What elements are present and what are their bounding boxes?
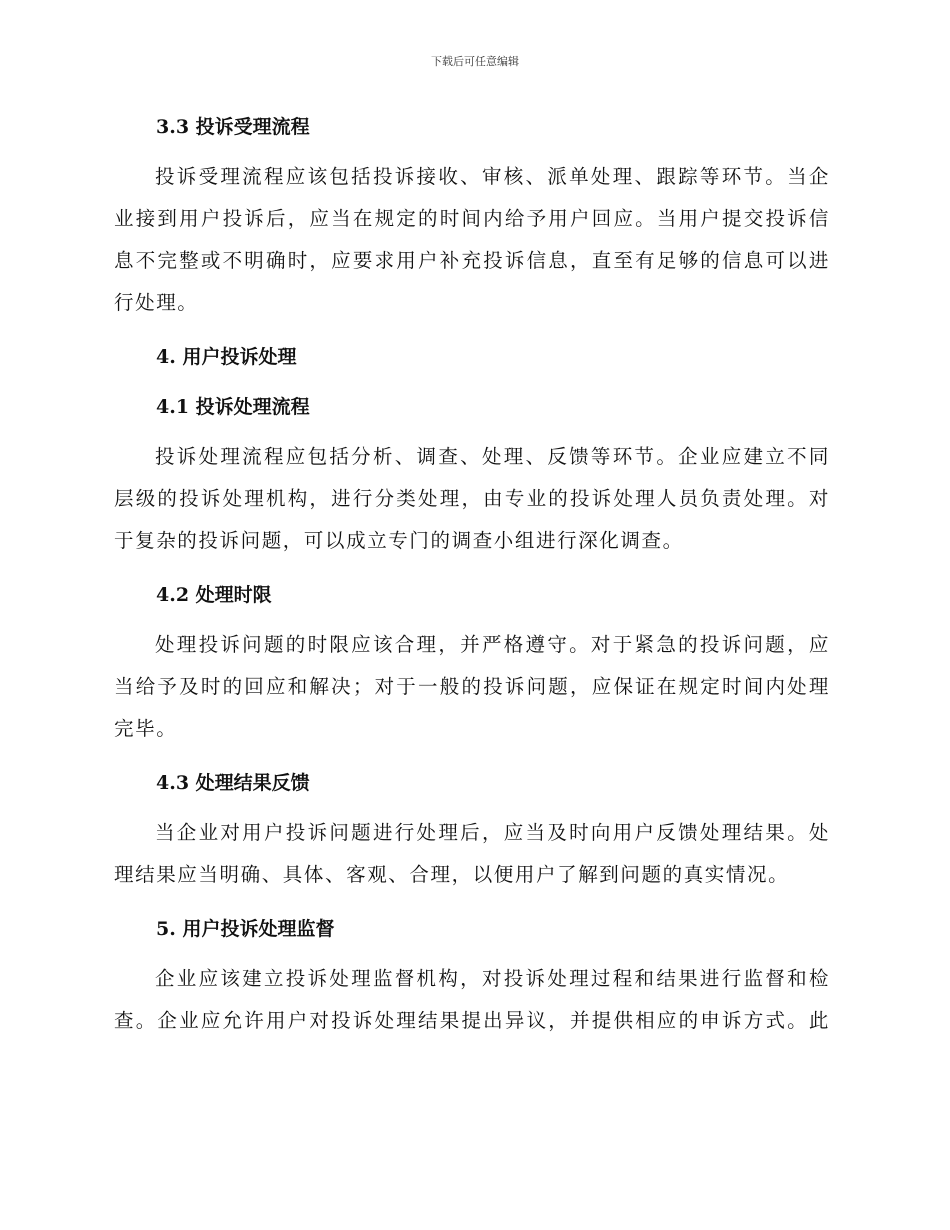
paragraph-line: 查。企业应允许用户对投诉处理结果提出异议，并提供相应的申诉方式。此	[114, 1009, 830, 1032]
paragraph-supervision	[114, 958, 830, 1042]
section-heading-3-3: 3.3 投诉受理流程	[156, 116, 310, 138]
paragraph-line: 完毕。	[114, 717, 178, 740]
section-heading-4-1: 4.1 投诉处理流程	[156, 396, 310, 418]
paragraph-line: 企业应该建立投诉处理监督机构，对投诉处理过程和结果进行监督和检	[155, 967, 830, 990]
section-heading-4-2: 4.2 处理时限	[156, 584, 272, 606]
paragraph-result-feedback	[114, 812, 830, 896]
paragraph-line: 息不完整或不明确时，应要求用户补充投诉信息，直至有足够的信息可以进	[114, 249, 830, 272]
paragraph-line: 业接到用户投诉后，应当在规定的时间内给予用户回应。当用户提交投诉信	[114, 207, 830, 230]
paragraph-line: 投诉处理流程应包括分析、调查、处理、反馈等环节。企业应建立不同	[155, 445, 830, 468]
paragraph-line: 理结果应当明确、具体、客观、合理，以便用户了解到问题的真实情况。	[114, 863, 790, 886]
section-heading-4: 4. 用户投诉处理	[156, 346, 297, 368]
paragraph-time-limit	[114, 624, 830, 750]
section-heading-4-3: 4.3 处理结果反馈	[156, 772, 310, 794]
paragraph-handling-process	[114, 436, 830, 562]
paragraph-line: 当给予及时的回应和解决；对于一般的投诉问题，应保证在规定时间内处理	[114, 675, 830, 698]
paragraph-line: 处理投诉问题的时限应该合理，并严格遵守。对于紧急的投诉问题，应	[155, 633, 830, 656]
section-heading-5: 5. 用户投诉处理监督	[156, 918, 335, 940]
paragraph-line: 层级的投诉处理机构，进行分类处理，由专业的投诉处理人员负责处理。对	[114, 487, 830, 510]
paragraph-line: 当企业对用户投诉问题进行处理后，应当及时向用户反馈处理结果。处	[155, 821, 830, 844]
paragraph-complaint-acceptance	[114, 156, 830, 324]
paragraph-line: 投诉受理流程应该包括投诉接收、审核、派单处理、跟踪等环节。当企	[155, 165, 830, 188]
paragraph-line: 行处理。	[114, 291, 199, 314]
paragraph-line: 于复杂的投诉问题，可以成立专门的调查小组进行深化调查。	[114, 529, 684, 552]
page-header: 下载后可任意编辑	[431, 55, 519, 68]
document-body	[114, 106, 830, 1042]
